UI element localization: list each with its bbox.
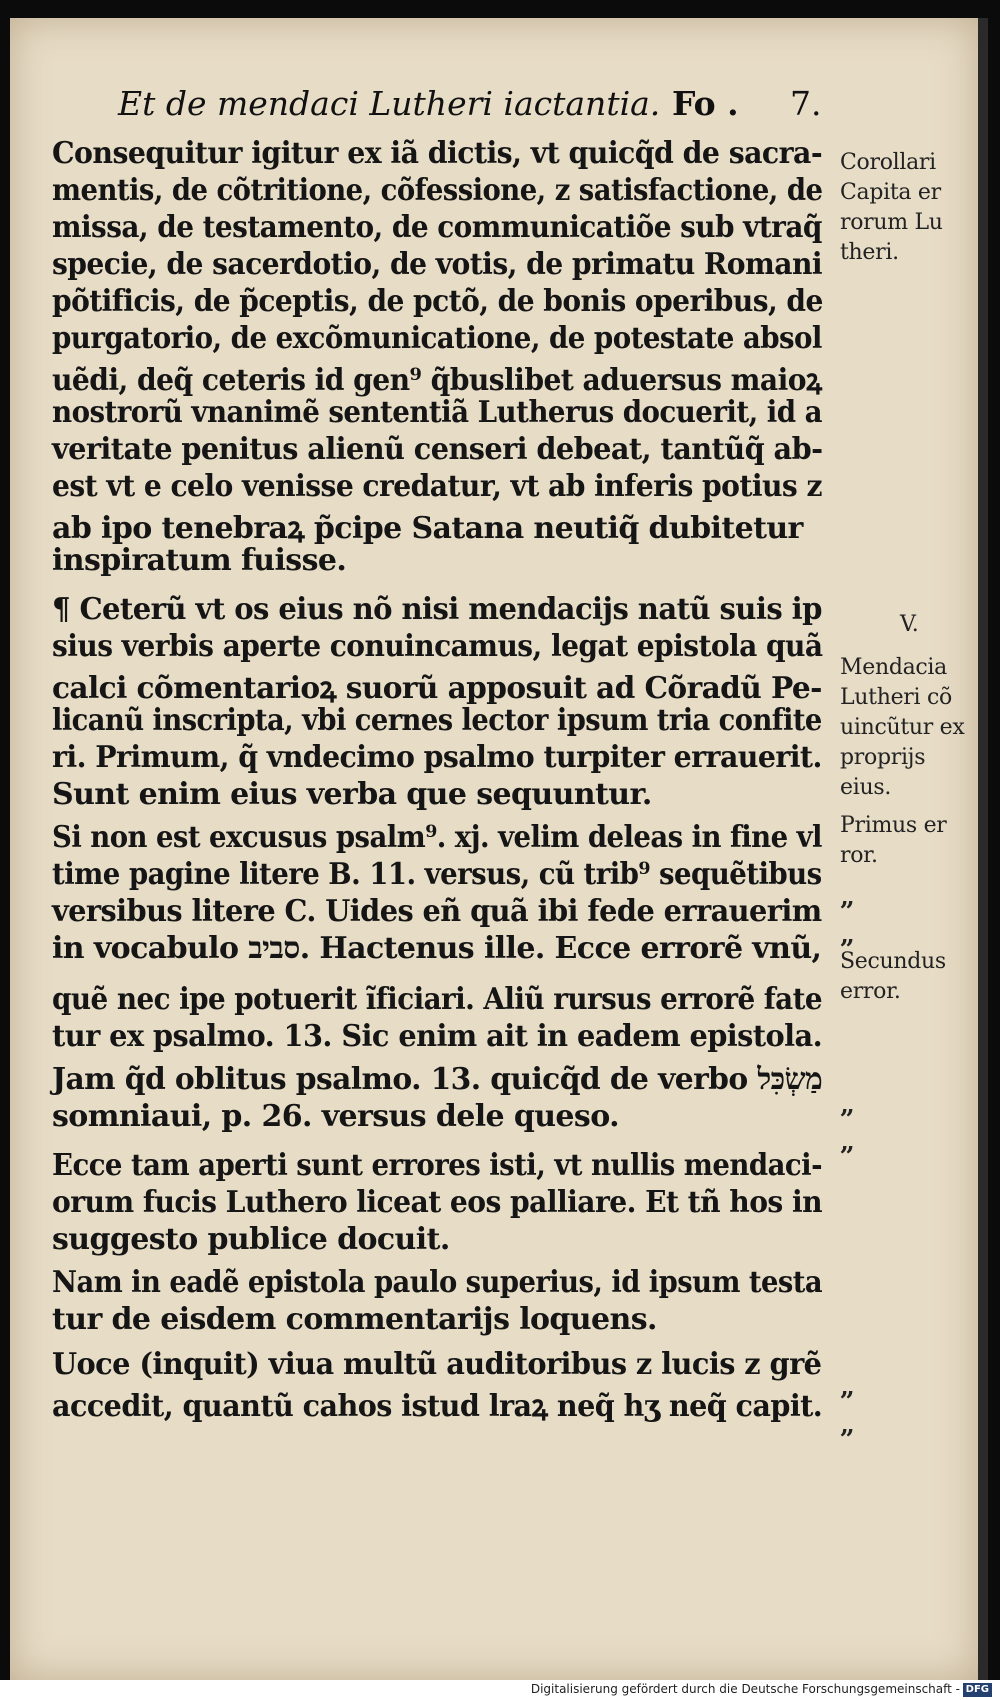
text-line: time pagine litere B. 11. versus, cũ trib⁹ sequẽtibus [52,857,822,892]
text-line: in vocabulo סביב. Hactenus ille. Ecce errorẽ vnũ, [52,931,822,966]
margin-note: Secundus [840,949,946,974]
text-line: Nam in eadẽ epistola paulo superius, id ipsum testa [52,1265,823,1300]
text-line: tur ex psalmo. 13. Sic enim ait in eadem epistola. [52,1019,823,1054]
quote-mark: „ [840,1127,855,1157]
text-line: specie, de sacerdotio, de votis, de primatu Romani [52,247,823,282]
margin-note: Capita er [840,180,941,205]
text-line: uẽdi, deq̃ ceteris id gen⁹ q̃buslibet aduersus maioꝝ [52,363,822,398]
digitization-footer [0,1680,1000,1700]
margin-note: error. [840,979,901,1004]
dfg-logo: DFG [963,1683,992,1697]
quote-mark: „ [840,1372,855,1402]
margin-note: eius. [840,775,892,800]
running-header [100,78,840,128]
text-line: licanũ inscripta, vbi cernes lector ipsum tria confite [52,703,822,738]
margin-note: Primus er [840,813,947,838]
page-edge [978,18,988,1680]
text-line: versibus litere C. Uides eñ quã ibi fede errauerim [52,894,822,929]
text-line: orum fucis Luthero liceat eos palliare. Et tñ hos in [52,1185,823,1220]
text-line: mentis, de cõtritione, cõfessione, z satisfactione, de [52,173,823,208]
margin-note: Mendacia [840,655,947,680]
quote-mark: „ [840,1410,855,1440]
margin-note: rorum Lu [840,210,943,235]
margin-section-number: V. [900,612,919,637]
text-line: purgatorio, de excõmunicatione, de potestate absol [52,321,822,356]
margin-note: Corollari [840,150,936,175]
margin-note: uincũtur ex [840,715,965,740]
text-line: missa, de testamento, de communicatiõe sub vtraq̃ [52,210,822,245]
text-line: somniaui, p. 26. versus dele queso. [52,1099,619,1134]
text-line: nostrorũ vnanimẽ sententiã Lutherus docuerit, id a [52,395,823,430]
folio-label: Fo . [672,84,739,123]
text-line: veritate penitus alienũ censeri debeat, tantũq̃ ab- [52,432,823,467]
text-line: ab ipo tenebraꝝ p̃cipe Satana neutiq̃ dubitetur [52,511,803,546]
text-line: ri. Primum, q̃ vndecimo psalmo turpiter errauerit. [52,740,822,775]
text-line: tur de eisdem commentarijs loquens. [52,1302,657,1337]
margin-note: proprijs [840,745,926,770]
text-line: sius verbis aperte conuincamus, legat epistola quã [52,629,823,664]
text-line: inspiratum fuisse. [52,543,347,578]
margin-note: ror. [840,843,878,868]
margin-note: theri. [840,240,899,265]
text-line: est vt e celo venisse credatur, vt ab inferis potius z [52,469,822,504]
quote-mark: „ [840,882,855,912]
text-line: põtificis, de p̃ceptis, de pctõ, de bonis operibus, de [52,284,823,319]
quote-mark: „ [840,1090,855,1120]
text-line: calci cõmentarioꝝ suorũ apposuit ad Cõradũ Pe- [52,671,822,706]
text-line: Consequitur igitur ex iã dictis, vt quicq̃d de sacra- [52,136,823,171]
text-line: ¶ Ceterũ vt os eius nõ nisi mendacijs natũ suis ip [52,592,822,627]
text-line: quẽ nec ipe potuerit ĩficiari. Aliũ rursus errorẽ fate [52,982,823,1017]
text-line: accedit, quantũ cahos istud lraꝝ neq̃ hʒ neq̃ capit. [52,1389,823,1424]
text-line: Uoce (inquit) viua multũ auditoribus z lucis z grẽ [52,1347,822,1382]
text-line: Jam q̃d oblitus psalmo. 13. quicq̃d de verbo מַשְׂכִּל [52,1062,823,1097]
text-line: Sunt enim eius verba que sequuntur. [52,777,652,812]
folio-number: 7. [790,84,822,123]
running-title: Et de mendaci Lutheri iactantia. [118,84,661,123]
text-line: Ecce tam aperti sunt errores isti, vt nullis mendaci- [52,1148,822,1183]
text-line: suggesto publice docuit. [52,1222,450,1257]
funding-credit: Digitalisierung gefördert durch die Deutsche Forschungsgemeinschaft - [530,1682,960,1696]
text-line: Si non est excusus psalm⁹. xj. velim deleas in fine vl [52,820,822,855]
quote-mark: „ [840,920,855,950]
margin-note: Lutheri cõ [840,685,952,710]
